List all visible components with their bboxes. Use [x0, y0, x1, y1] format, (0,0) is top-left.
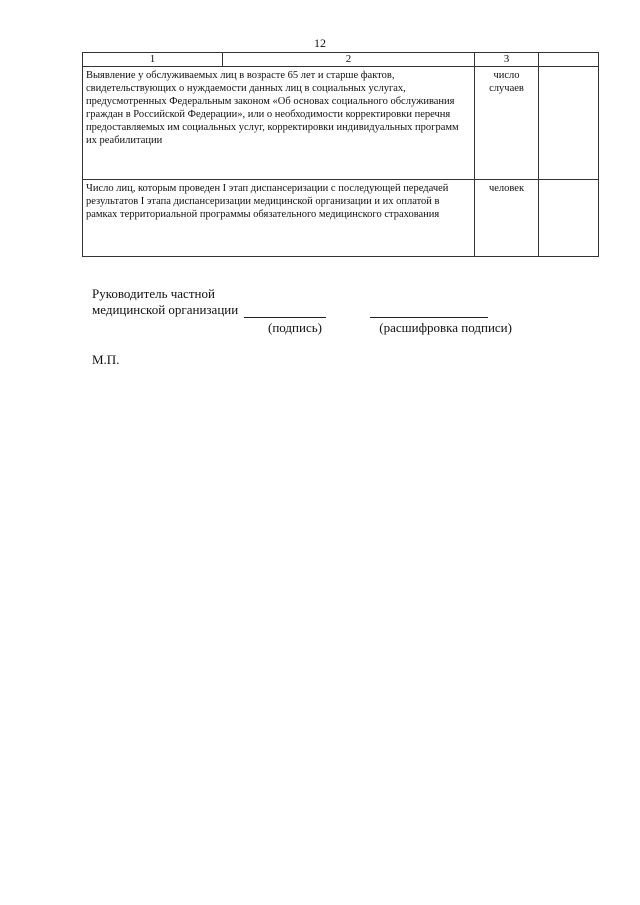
signature-captions — [268, 320, 512, 336]
table-header-row — [83, 53, 599, 67]
table-row — [83, 180, 599, 257]
page-number: 12 — [314, 36, 326, 50]
row-value — [539, 180, 599, 257]
header-cell-2: 2 — [223, 53, 475, 67]
header-cell-4 — [539, 53, 599, 67]
signature-blank[interactable] — [244, 305, 326, 318]
report-table — [82, 52, 599, 257]
header-cell-1: 1 — [83, 53, 223, 67]
stamp-place: М.П. — [92, 352, 120, 367]
signature-block — [92, 286, 572, 318]
row-unit: человек — [475, 180, 539, 257]
signature-title-line1: Руководитель частной — [92, 286, 215, 301]
signature-decode-blank[interactable] — [370, 305, 488, 318]
row-description: Число лиц, которым проведен I этап диспансеризации с последующей передачей результатов I этапа диспансеризации медицинской организации и их оплатой в рамках территориальной программы обязательного медицинского страхования — [83, 180, 475, 257]
header-cell-3: 3 — [475, 53, 539, 67]
decode-caption: (расшифровка подписи) — [379, 320, 512, 335]
row-description: Выявление у обслуживаемых лиц в возрасте 65 лет и старше фактов, свидетельствующих о нуждаемости данных лиц в социальных услугах, предусмотренных Федеральным законом «Об основах социального обслуживания граждан в Российской Федерации», или о необходимости корректировки перечня предоставляемых им социальных услуг, корректировки индивидуальных программ их реабилитации — [83, 67, 475, 180]
signature-title-line2-wrap — [92, 302, 572, 318]
signature-title-line2: медицинской организации — [92, 302, 239, 317]
sign-caption: (подпись) — [268, 320, 322, 335]
row-value — [539, 67, 599, 180]
row-unit: число случаев — [475, 67, 539, 180]
table-row — [83, 67, 599, 180]
